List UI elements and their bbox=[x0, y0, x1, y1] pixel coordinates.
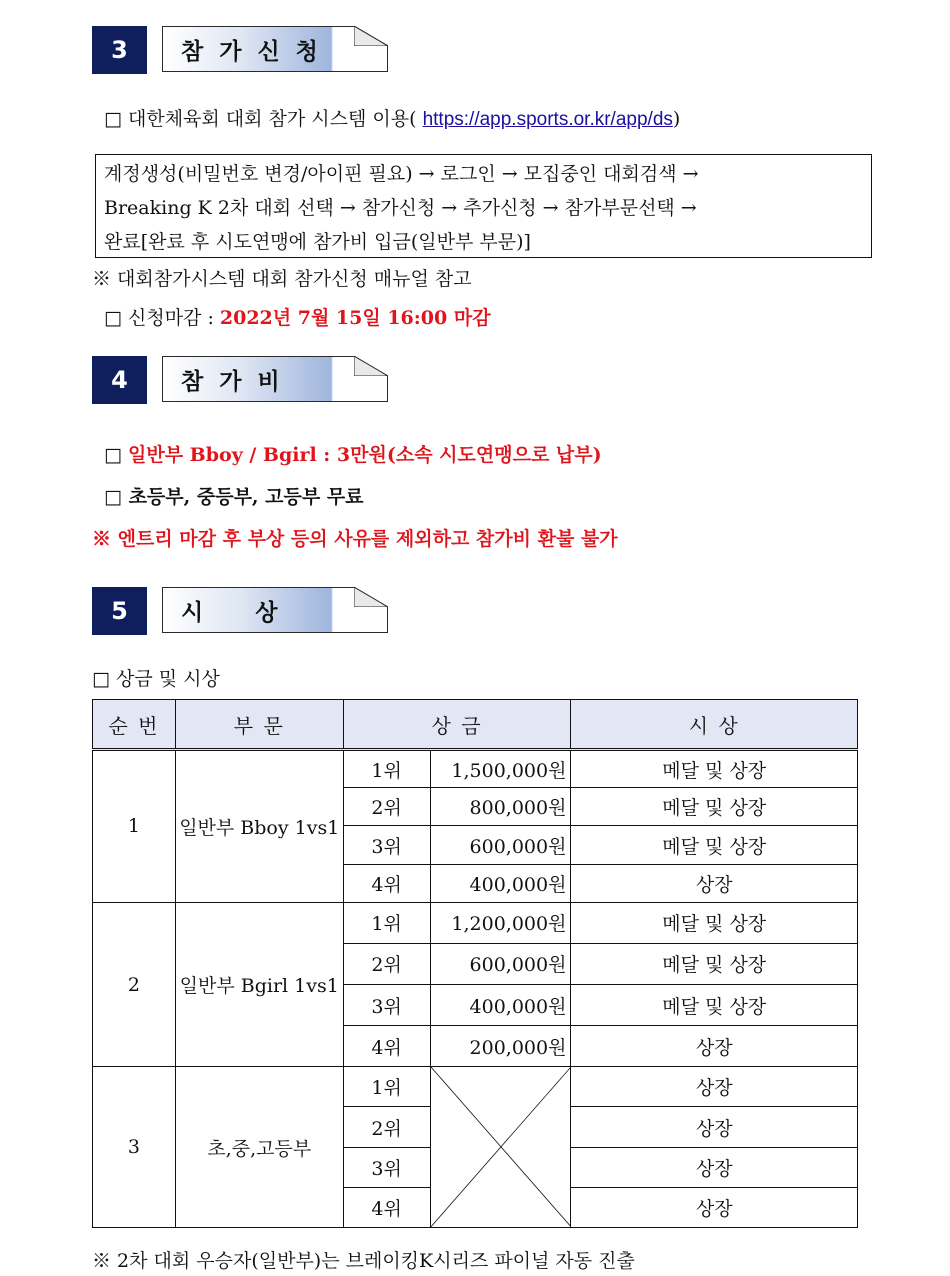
rank-cell: 3위 bbox=[343, 1147, 430, 1187]
award-cell: 상장 bbox=[571, 1026, 858, 1067]
section-number: 5 bbox=[92, 587, 147, 635]
application-steps-box bbox=[95, 154, 872, 258]
folded-corner-icon bbox=[354, 26, 388, 46]
amount-cell: 1,500,000원 bbox=[430, 750, 571, 788]
amount-cell: 600,000원 bbox=[430, 826, 571, 864]
prize-subtitle: □ 상금 및 시상 bbox=[92, 668, 220, 690]
group-no: 1 bbox=[93, 750, 176, 903]
section-title-text: 참 가 비 bbox=[181, 368, 284, 395]
no-prize-crossed-cell bbox=[430, 1067, 571, 1228]
group-no: 2 bbox=[93, 902, 176, 1067]
amount-cell: 800,000원 bbox=[430, 788, 571, 826]
group-no: 3 bbox=[93, 1067, 176, 1228]
fee-general-text: 일반부 Bboy / Bgirl : 3만원(소속 시도연맹으로 납부) bbox=[128, 444, 602, 466]
system-usage-text: □ 대한체육회 대회 참가 시스템 이용( bbox=[104, 108, 417, 130]
amount-cell: 400,000원 bbox=[430, 985, 571, 1026]
steps-line-2: Breaking K 2차 대회 선택 → 참가신청 → 추가신청 → 참가부문선택 → bbox=[104, 197, 697, 219]
header-award: 시 상 bbox=[571, 700, 858, 750]
system-usage-suffix: ) bbox=[672, 108, 681, 130]
award-cell: 상장 bbox=[571, 864, 858, 902]
rank-cell: 3위 bbox=[343, 826, 430, 864]
refund-note: ※ 엔트리 마감 후 부상 등의 사유를 제외하고 참가비 환불 불가 bbox=[92, 528, 618, 550]
award-cell: 메달 및 상장 bbox=[571, 826, 858, 864]
rank-cell: 1위 bbox=[343, 750, 430, 788]
fee-general-line bbox=[104, 440, 602, 467]
section-title bbox=[162, 587, 388, 633]
amount-cell: 200,000원 bbox=[430, 1026, 571, 1067]
rank-cell: 4위 bbox=[343, 864, 430, 902]
rank-cell: 4위 bbox=[343, 1026, 430, 1067]
group-category: 일반부 Bgirl 1vs1 bbox=[175, 902, 343, 1067]
section-number: 3 bbox=[92, 26, 147, 74]
steps-line-1: 계정생성(비밀번호 변경/아이핀 필요) → 로그인 → 모집중인 대회검색 → bbox=[104, 163, 699, 185]
system-usage-line bbox=[104, 104, 680, 131]
section-title-text: 참 가 신 청 bbox=[181, 38, 322, 65]
rank-cell: 2위 bbox=[343, 943, 430, 984]
header-prize: 상 금 bbox=[343, 700, 571, 750]
folded-corner-icon bbox=[354, 587, 388, 607]
award-cell: 상장 bbox=[571, 1107, 858, 1147]
award-cell: 메달 및 상장 bbox=[571, 902, 858, 943]
finals-note: ※ 2차 대회 우승자(일반부)는 브레이킹K시리즈 파이널 자동 진출 bbox=[92, 1250, 635, 1272]
rank-cell: 4위 bbox=[343, 1187, 430, 1227]
rank-cell: 2위 bbox=[343, 788, 430, 826]
section-number: 4 bbox=[92, 356, 147, 404]
steps-line-3: 완료[완료 후 시도연맹에 참가비 입금(일반부 부문)] bbox=[104, 231, 531, 253]
fee-youth-line: □ 초등부, 중등부, 고등부 무료 bbox=[104, 486, 364, 508]
award-cell: 메달 및 상장 bbox=[571, 750, 858, 788]
folded-corner-icon bbox=[354, 356, 388, 376]
amount-cell: 600,000원 bbox=[430, 943, 571, 984]
award-cell: 상장 bbox=[571, 1147, 858, 1187]
header-no: 순 번 bbox=[93, 700, 176, 750]
deadline-label: □ 신청마감 : bbox=[104, 307, 220, 329]
rank-cell: 1위 bbox=[343, 1067, 430, 1107]
award-cell: 메달 및 상장 bbox=[571, 788, 858, 826]
table-row bbox=[93, 750, 858, 788]
header-category: 부 문 bbox=[175, 700, 343, 750]
system-link[interactable]: https://app.sports.or.kr/app/ds bbox=[422, 109, 673, 130]
award-cell: 상장 bbox=[571, 1187, 858, 1227]
fee-general-bullet: □ bbox=[104, 444, 128, 466]
prize-table bbox=[92, 699, 858, 1228]
manual-note: ※ 대회참가시스템 대회 참가신청 매뉴얼 참고 bbox=[92, 268, 472, 290]
table-row bbox=[93, 1067, 858, 1107]
section-title bbox=[162, 356, 388, 402]
table-header-row bbox=[93, 700, 858, 750]
group-category: 초,중,고등부 bbox=[175, 1067, 343, 1228]
amount-cell: 400,000원 bbox=[430, 864, 571, 902]
deadline-value: 2022년 7월 15일 16:00 마감 bbox=[219, 307, 491, 329]
amount-cell: 1,200,000원 bbox=[430, 902, 571, 943]
deadline-line bbox=[104, 303, 491, 330]
group-category: 일반부 Bboy 1vs1 bbox=[175, 750, 343, 903]
award-cell: 메달 및 상장 bbox=[571, 943, 858, 984]
section-title bbox=[162, 26, 388, 72]
rank-cell: 2위 bbox=[343, 1107, 430, 1147]
rank-cell: 3위 bbox=[343, 985, 430, 1026]
table-row bbox=[93, 902, 858, 943]
award-cell: 상장 bbox=[571, 1067, 858, 1107]
cross-mark-icon bbox=[431, 1067, 571, 1227]
rank-cell: 1위 bbox=[343, 902, 430, 943]
award-cell: 메달 및 상장 bbox=[571, 985, 858, 1026]
section-title-text: 시 상 bbox=[181, 599, 282, 626]
